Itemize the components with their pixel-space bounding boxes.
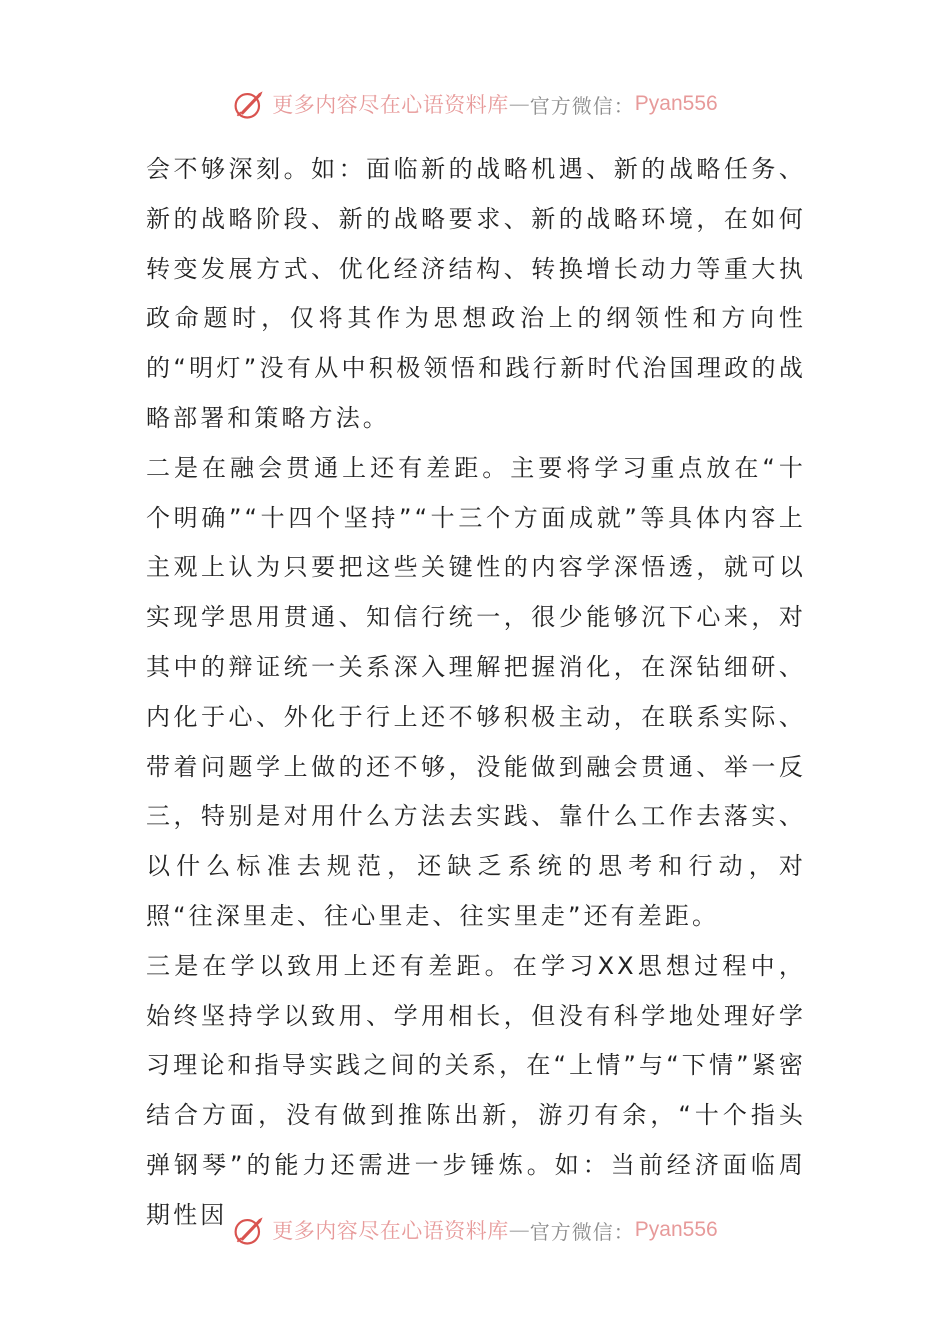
quill-pen-logo-icon: [232, 1212, 268, 1248]
watermark-main-text: 更多内容尽在心语资料库: [272, 1219, 509, 1243]
header-watermark-banner: [0, 84, 950, 124]
quill-pen-logo-icon: [232, 86, 268, 122]
body-paragraph: 会不够深刻。如：面临新的战略机遇、新的战略任务、新的战略阶段、新的战略要求、新的战略环境，在如何转变发展方式、优化经济结构、转换增长动力等重大执政命题时，仅将其作为思想政治上的纲领性和方向性的“明灯”没有从中积极领悟和践行新时代治国理政的战略部署和策略方法。: [146, 155, 806, 432]
watermark-sub-text: 官方微信：: [529, 93, 635, 118]
document-body: [146, 145, 806, 1241]
footer-watermark-banner: [0, 1210, 950, 1250]
watermark-separator: —: [508, 1218, 530, 1242]
body-paragraph: 二是在融会贯通上还有差距。主要将学习重点放在“十个明确”“十四个坚持”“十三个方面成就”等具体内容上主观上认为只要把这些关键性的内容学深悟透，就可以实现学思用贯通、知信行统一，很少能够沉下心来，对其中的辩证统一关系深入理解把握消化，在深钻细研、内化于心、外化于行上还不够积极主动，在联系实际、带着问题学上做的还不够，没能做到融会贯通、举一反三，特别是对用什么方法去实践、靠什么工作去落实、以什么标准去规范，还缺乏系统的思考和行动，对照“往深里走、往心里走、往实里走”还有差距。: [146, 453, 806, 930]
body-paragraph: 三是在学以致用上还有差距。在学习XX思想过程中，始终坚持学以致用、学用相长，但没有科学地处理好学习理论和指导实践之间的关系，在“上情”与“下情”紧密结合方面，没有做到推陈出新，游刃有余，“十个指头弹钢琴”的能力还需进一步锤炼。如：当前经济面临周期性因: [146, 951, 806, 1229]
watermark-separator: —: [508, 92, 530, 116]
watermark-wechat-id: Pyan556: [634, 1218, 718, 1241]
watermark-wechat-id: Pyan556: [634, 92, 718, 115]
watermark-sub-text: 官方微信：: [529, 1219, 635, 1244]
watermark-main-text: 更多内容尽在心语资料库: [272, 93, 509, 117]
